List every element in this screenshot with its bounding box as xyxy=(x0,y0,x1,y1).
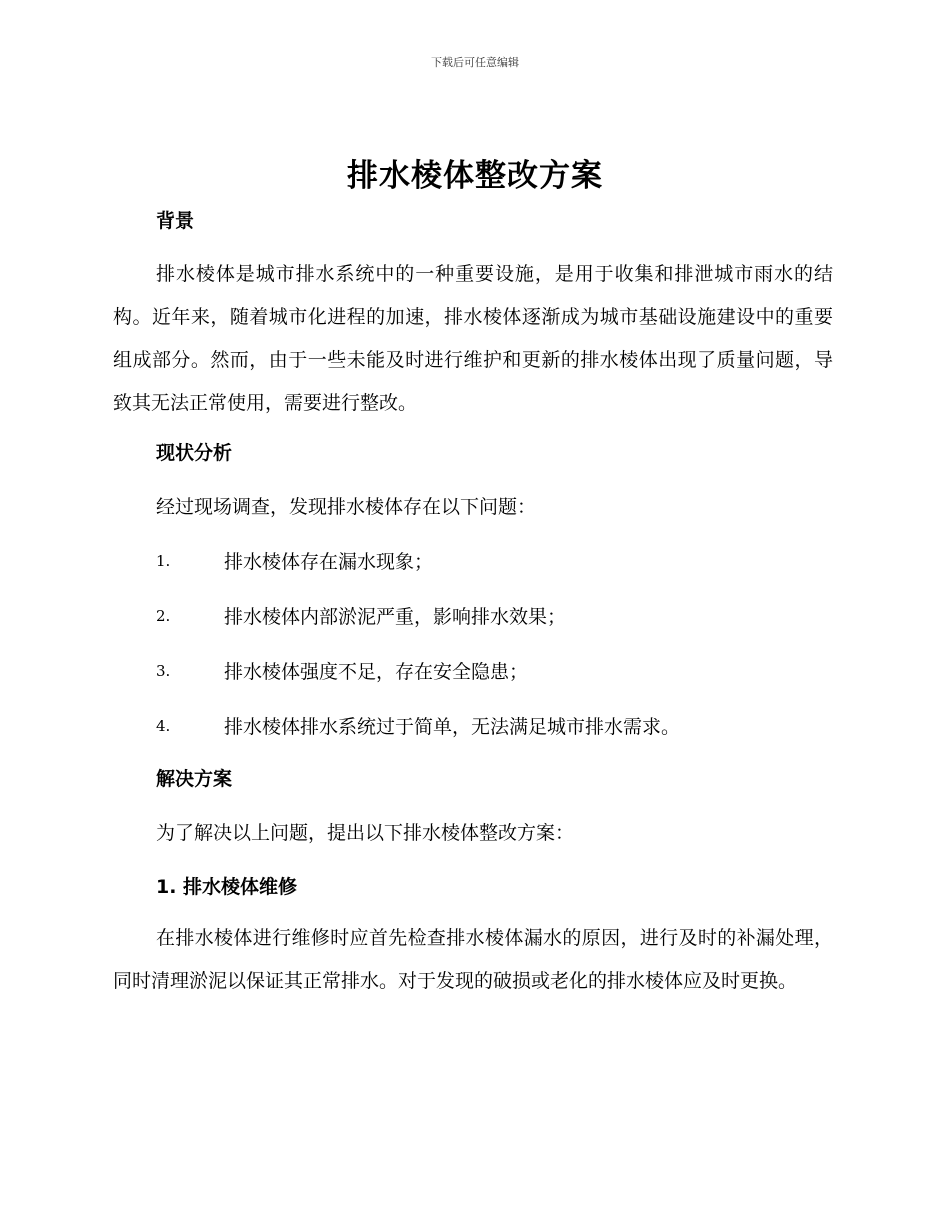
list-item-number: 3. xyxy=(156,661,171,680)
list-item xyxy=(113,698,833,753)
heading-background: 背景 xyxy=(156,210,195,232)
section-background xyxy=(113,203,833,239)
list-item xyxy=(113,533,833,588)
list-item-text: 排水棱体存在漏水现象； xyxy=(224,551,434,573)
problem-list xyxy=(113,533,833,753)
paragraph-analysis-intro: 经过现场调查，发现排水棱体存在以下问题： xyxy=(156,496,537,518)
heading-solution: 解决方案 xyxy=(156,768,233,790)
list-item-text: 排水棱体强度不足，存在安全隐患； xyxy=(224,661,529,683)
page-header: 下载后可任意编辑 xyxy=(431,56,519,69)
list-item xyxy=(113,588,833,643)
heading-maintenance: 1. 排水棱体维修 xyxy=(156,876,298,898)
document-title: 排水棱体整改方案 xyxy=(347,158,603,194)
document-body xyxy=(113,203,833,1003)
list-item-text: 排水棱体排水系统过于简单，无法满足城市排水需求。 xyxy=(224,716,681,738)
list-item-number: 4. xyxy=(156,716,171,735)
list-item-text: 排水棱体内部淤泥严重，影响排水效果； xyxy=(224,606,567,628)
paragraph-background: 排水棱体是城市排水系统中的一种重要设施，是用于收集和排泄城市雨水的结构。近年来，随着城市化进程的加速，排水棱体逐渐成为城市基础设施建设中的重要组成部分。然而，由于一些未能及时进行维护和更新的排水棱体出现了质量问题，导致其无法正常使用，需要进行整改。 xyxy=(113,263,833,414)
list-item-number: 2. xyxy=(156,606,171,625)
list-item-number: 1. xyxy=(156,551,171,570)
paragraph-maintenance: 在排水棱体进行维修时应首先检查排水棱体漏水的原因，进行及时的补漏处理，同时清理淤泥以保证其正常排水。对于发现的破损或老化的排水棱体应及时更换。 xyxy=(113,927,833,992)
paragraph-solution-intro: 为了解决以上问题，提出以下排水棱体整改方案： xyxy=(156,822,575,844)
heading-analysis: 现状分析 xyxy=(156,442,233,464)
list-item xyxy=(113,643,833,698)
